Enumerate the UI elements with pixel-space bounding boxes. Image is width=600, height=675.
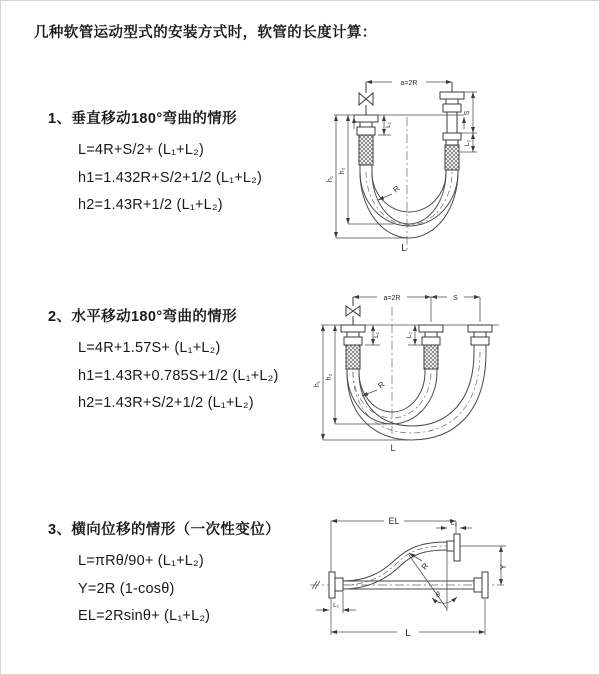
right-flange [474, 572, 488, 598]
flange [354, 115, 378, 122]
braid-section [424, 345, 438, 369]
braid-section [359, 135, 373, 165]
flange [419, 325, 443, 332]
braid-section [445, 145, 459, 170]
formula-line: h1=1.432R+S/2+1/2 (L₁+L₂) [78, 169, 263, 186]
dim-label-l: L [405, 628, 411, 639]
right-pipe [440, 82, 464, 172]
flange [468, 325, 492, 332]
section-2-heading: 2、水平移动180°弯曲的情形 [48, 309, 238, 325]
dim-label-l: L [401, 243, 407, 254]
dim-label-l2: L₂ [406, 331, 413, 339]
dim-label-h2: h₂ [326, 373, 333, 381]
dim-label-l1: L₁ [373, 332, 380, 338]
formula-line: Y=2R (1-cosθ) [78, 580, 175, 597]
formula-line: h1=1.43R+0.785S+1/2 (L₁+L₂) [78, 367, 279, 384]
formula-line: L=4R+S/2+ (L₁+L₂) [78, 142, 204, 158]
left-pipe [354, 82, 378, 172]
dim-label-l1: L₁ [333, 602, 339, 609]
hose-u-bend [360, 172, 458, 238]
left-pipe [341, 297, 365, 372]
hose-u-bend-shifted [347, 352, 486, 440]
hose-centerline [366, 172, 452, 225]
dim-label-s: S [453, 295, 458, 302]
dim-label-l1: L₁ [385, 122, 392, 128]
dim-label-h1: h₁ [314, 380, 321, 388]
formula-line: L=πRθ/90+ (L₁+L₂) [78, 553, 204, 569]
radius-label: R [419, 561, 431, 572]
upper-flange [447, 534, 460, 561]
formula-line: EL=2Rsinθ+ (L₁+L₂) [78, 608, 211, 624]
right-pipe [468, 325, 492, 352]
section-2-formulas [78, 335, 279, 418]
valve-icon [346, 306, 360, 316]
dim-label-h2: h₂ [339, 167, 346, 175]
diagram-vertical-180-bend [314, 67, 589, 262]
flange [341, 325, 365, 332]
dimensions [314, 325, 422, 453]
valve-icon [359, 93, 373, 105]
dim-label-y: Y [499, 564, 508, 570]
middle-pipe [419, 325, 443, 372]
section-3-heading: 3、横向位移的情形（一次性变位） [48, 522, 280, 538]
radius-label: R [391, 183, 402, 195]
formula-line: h2=1.43R+S/2+1/2 (L₁+L₂) [78, 395, 254, 411]
dim-label-s: S [464, 110, 471, 116]
top-dimensions [353, 295, 480, 322]
dim-label-h1: h₁ [327, 175, 334, 183]
dim-label-a2r: a=2R [400, 80, 418, 87]
section-2 [48, 305, 279, 418]
section-3 [48, 518, 280, 631]
diagram-horizontal-180-bend [303, 282, 595, 460]
angle-label: θ [436, 592, 440, 599]
diagram-lateral-displacement [296, 497, 598, 655]
dim-label-l2: L₂ [450, 520, 458, 527]
dim-label-el: EL [388, 516, 400, 526]
left-flange [329, 572, 343, 598]
dim-label-a2r: a=2R [383, 295, 401, 302]
section-1 [48, 107, 262, 220]
page-title: 几种软管运动型式的安装方式时，软管的长度计算： [34, 25, 377, 41]
section-1-formulas [78, 137, 262, 220]
formula-line: h2=1.43R+1/2 (L₁+L₂) [78, 197, 223, 213]
section-1-heading: 1、垂直移动180°弯曲的情形 [48, 111, 238, 127]
radius-label: R [376, 379, 387, 391]
formula-line: L=4R+1.57S+ (L₁+L₂) [78, 340, 221, 356]
braid-section [346, 345, 360, 369]
dim-label-l: L [390, 443, 396, 453]
dim-label-l2: L₂ [464, 139, 471, 147]
flange [443, 133, 461, 140]
hose-s-curve [343, 542, 447, 589]
section-3-formulas [78, 548, 280, 631]
flange [440, 92, 464, 99]
